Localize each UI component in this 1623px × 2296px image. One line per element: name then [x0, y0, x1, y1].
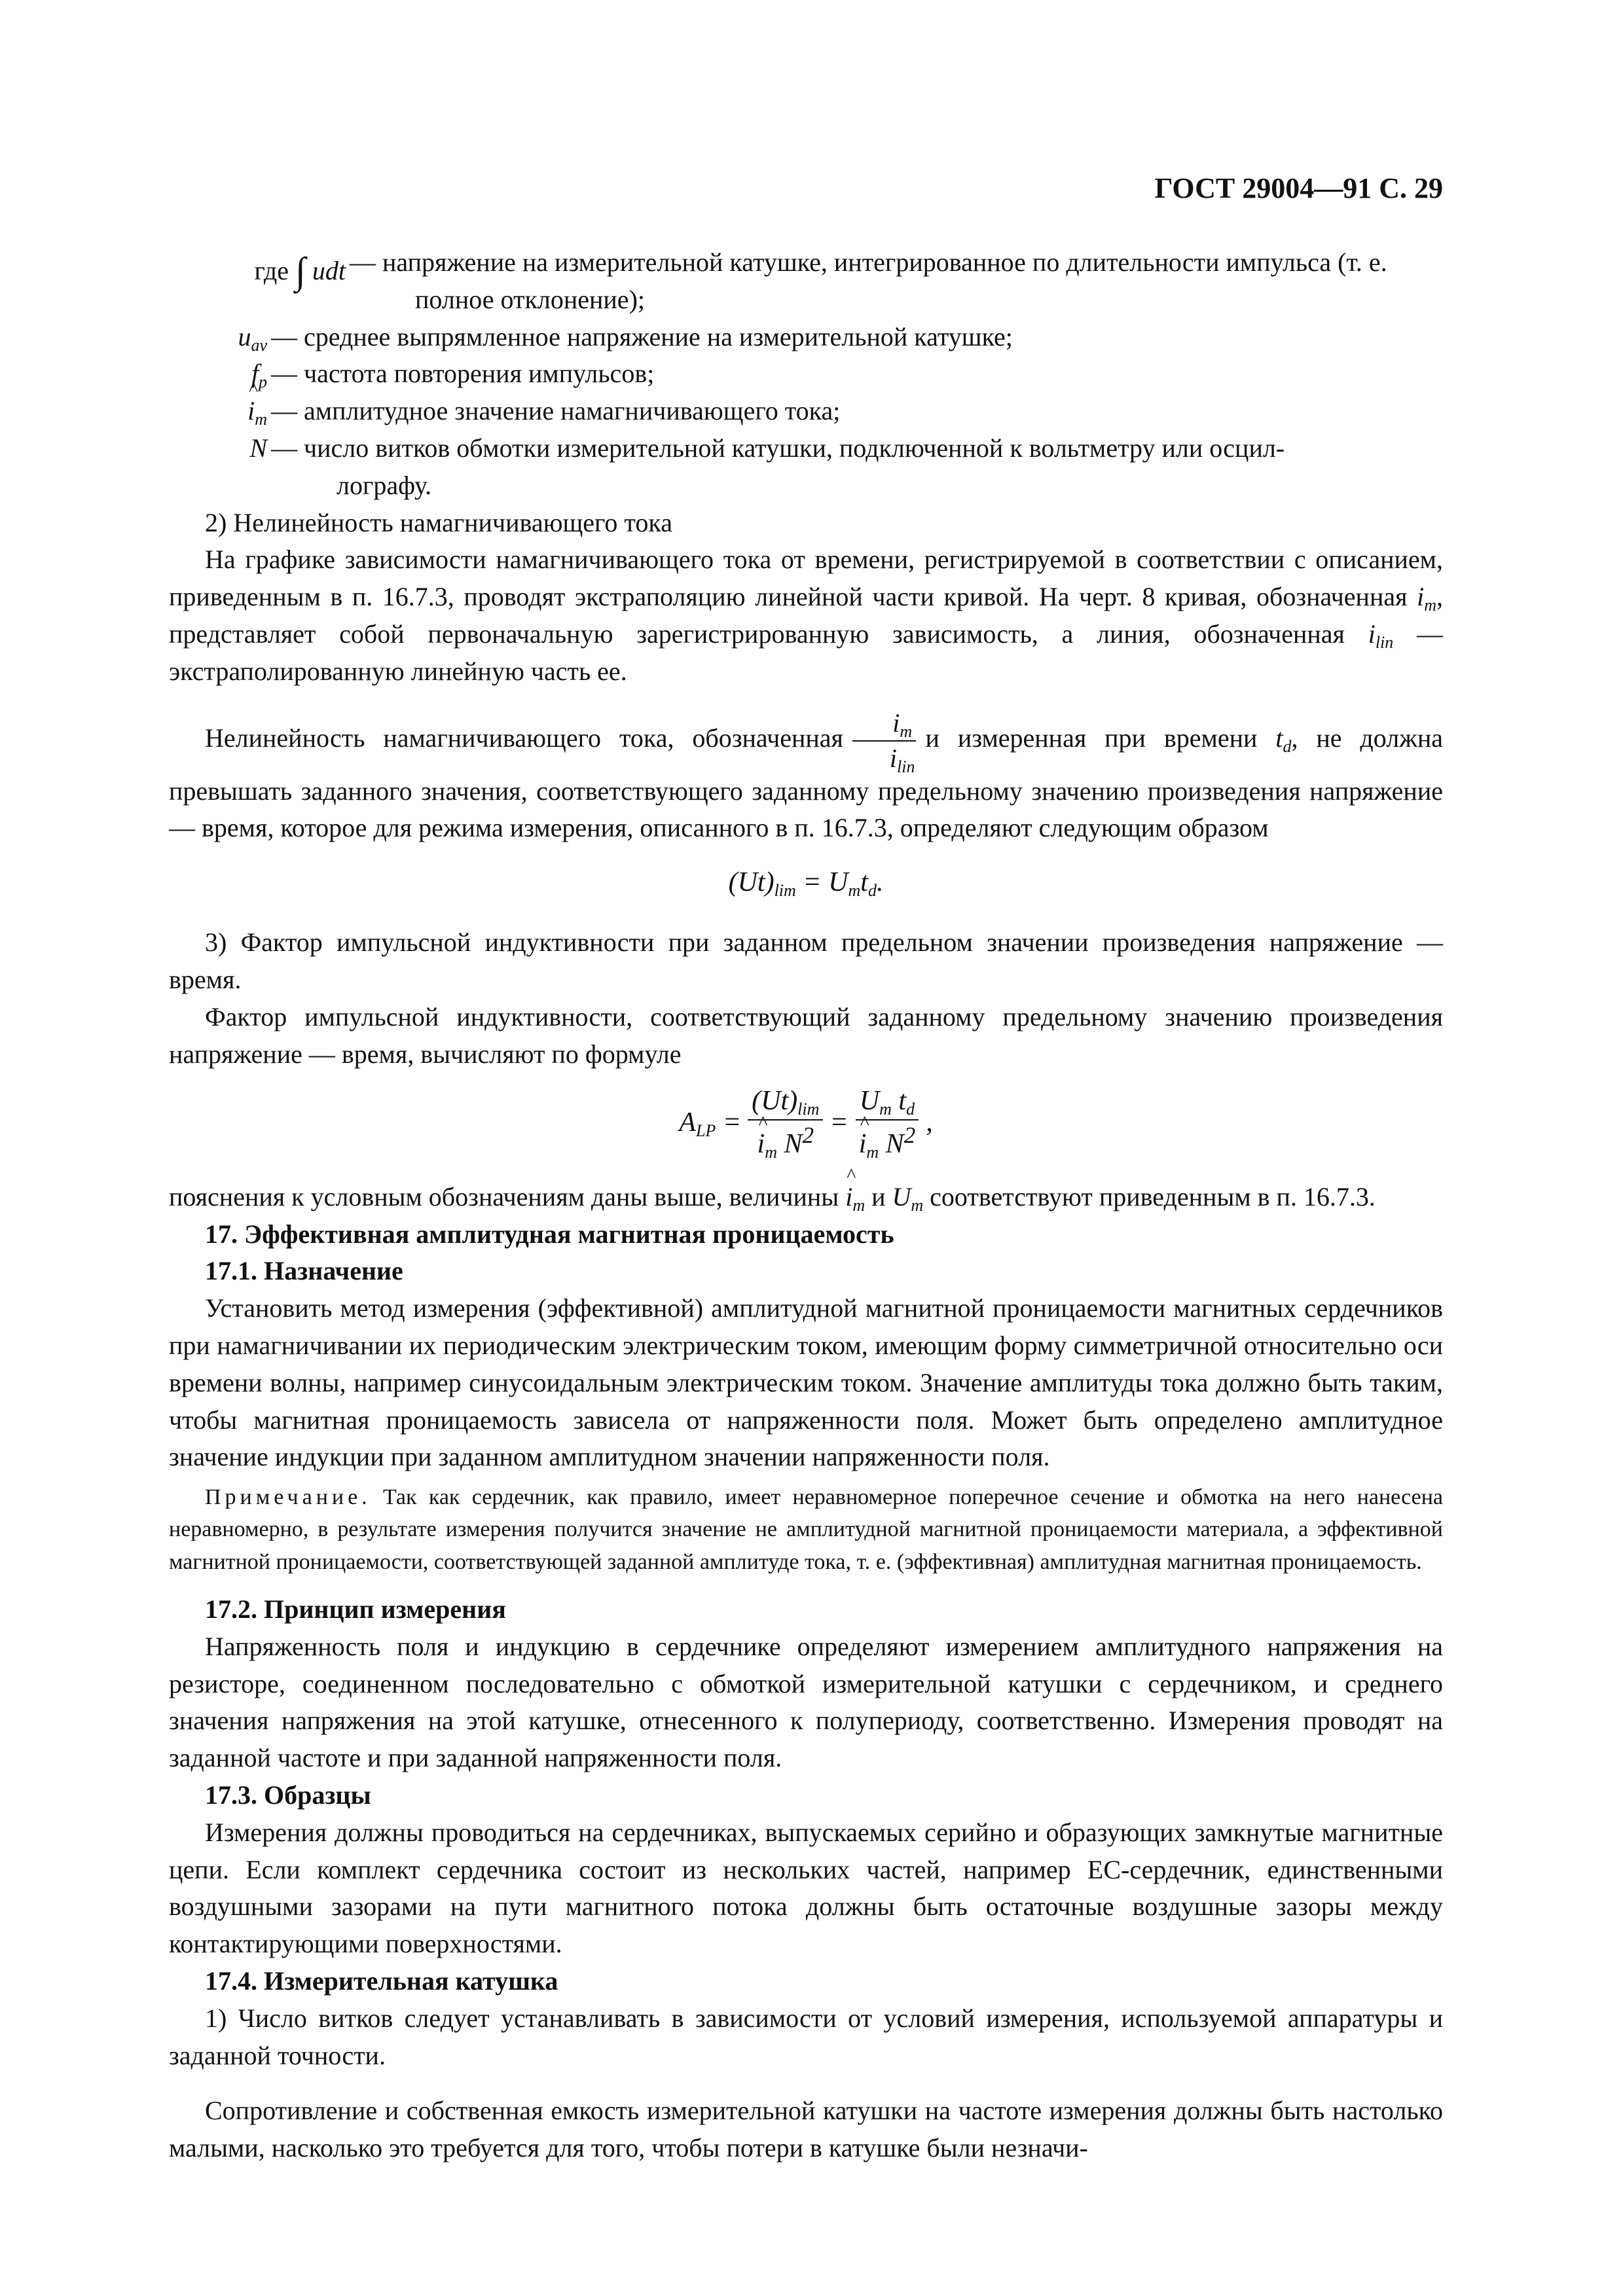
formula-alp: $A_{LP}$ = $(Ut)_{lim}$ ^ $i_m$ $N^2$ = $U_m$ $t_d$ ^ $i_m$ $N^2$ , — [169, 1086, 1443, 1158]
note-label: Примечание. — [205, 1485, 371, 1510]
definition-symbol: ^ i — [247, 393, 255, 430]
definition-symbol: N — [249, 433, 267, 463]
note-text: Так как сердечник, как правило, имеет неравномерное поперечное сечение и обмотка на него нанесена неравномерно, в результате измерения получится значение не амплитудной магнитной проницаемости материала, а эффективной магнитной проницаемости, соответствующей заданной амплитуде тока, т. е. (эффективная) амплитудная магнитная проницаемость. — [169, 1485, 1444, 1574]
fraction-im-ilin: $\frac{i_m}{i_{lin}}$ — [850, 709, 919, 773]
definition-text: — частота повторения импульсов; — [271, 359, 655, 389]
definition-subscript: m — [255, 410, 267, 429]
paragraph-explanations: пояснения к условным обозначениям даны выше, величины ^ $i_m$ и $U_m$ соответствуют приведенным в п. 16.7.3. — [169, 1179, 1443, 1216]
section-17-heading: 17. Эффективная амплитудная магнитная проницаемость — [205, 1219, 894, 1249]
item-3-title: 3) Фактор импульсной индуктивности при заданном предельном значении произведения напряжение — время. — [169, 927, 1443, 994]
section-17-2-text: Напряженность поля и индукцию в сердечнике определяют измерением амплитудного напряжения на резисторе, соединенном последовательно с обмоткой измерительной катушки с сердечником, и среднего значения напряжения на этой катушке, отнесенного к полупериоду, соответственно. Измерения проводят на заданной частоте и при заданной напряженности поля. — [169, 1631, 1443, 1773]
section-17-2-heading: 17.2. Принцип измерения — [205, 1594, 506, 1624]
definition-symbol: u — [238, 321, 251, 351]
definition-symbol: f — [251, 359, 259, 389]
definition-n — [169, 430, 1443, 505]
note — [169, 1481, 1443, 1578]
definition-fp — [169, 355, 1443, 393]
symbol-definitions — [169, 244, 1443, 505]
section-17-3-heading: 17.3. Образцы — [205, 1780, 371, 1810]
definition-subscript: av — [251, 335, 267, 355]
definition-text: — среднее выпрямленное напряжение на измерительной катушке; — [271, 321, 1013, 351]
definition-im — [169, 393, 1443, 430]
definition-symbol: где ∫ udt — [254, 249, 346, 292]
section-17-4-item-1: 1) Число витков следует устанавливать в зависимости от условий измерения, используемой аппаратуры и заданной точности. — [169, 2003, 1443, 2070]
definition-text: — амплитудное значение намагничивающего тока; — [271, 396, 841, 426]
definition-text: — напряжение на измерительной катушке, интегрированное по длительности импульса (т. е. — [350, 247, 1387, 277]
definition-subscript: p — [259, 372, 267, 392]
definition-integral — [169, 244, 1443, 319]
definition-text-cont: лографу. — [337, 470, 432, 500]
paragraph-nonlinearity-limit: Нелинейность намагничивающего тока, обозначенная $\frac{i_m}{i_{lin}}$ и измеренная при времени $t_d$, не должна превышать заданного значения, соответствующего заданному предельному значению произведения напряжение — время, которое для режима измерения, описанного в п. 16.7.3, определяют следующим образом — [169, 708, 1443, 843]
section-17-4-paragraph: Сопротивление и собственная емкость измерительной катушки на частоте измерения должны быть настолько малыми, насколько это требуется для того, чтобы потери в катушке были незначи- — [169, 2096, 1443, 2163]
section-17-1-text: Установить метод измерения (эффективной) амплитудной магнитной проницаемости магнитных сердечников при намагничивании их периодическим электрическим током, имеющим форму симметричной относительно оси времени волны, например синусоидальным электрическим током. Значение амплитуды тока должно быть таким, чтобы магнитная проницаемость зависела от напряженности поля. Может быть определено амплитудное значение индукции при заданном амплитудном значении напряженности поля. — [169, 1293, 1443, 1472]
page-header: ГОСТ 29004—91 С. 29 — [1154, 172, 1443, 204]
paragraph-nonlinearity: На графике зависимости намагничивающего тока от времени, регистрируемой в соответствии с описанием, приведенным в п. 16.7.3, проводят экстраполяцию линейной части кривой. На черт. 8 кривая, обозначенная $i_m$, представляет собой первоначальную зарегистрированную зависимость, а линия, обозначенная $i_{lin}$ — экстраполированную линейную часть ее. — [169, 545, 1444, 686]
section-17-1-heading: 17.1. Назначение — [205, 1256, 403, 1286]
section-17-4-heading: 17.4. Измерительная катушка — [205, 1965, 558, 1996]
formula-ut-lim: $(Ut)_{lim} = U_mt_d$. — [728, 867, 884, 901]
definition-uav — [169, 319, 1443, 356]
paragraph-inductance-factor: Фактор импульсной индуктивности, соответствующий заданному предельному значению произведения напряжение — время, вычисляют по формуле — [169, 1001, 1443, 1069]
section-17-3-text: Измерения должны проводиться на сердечниках, выпускаемых серийно и образующих замкнутые магнитные цепи. Если комплект сердечника состоит из нескольких частей, например ЕС-сердечник, единственными воздушными зазорами на пути магнитного потока должны быть остаточные воздушные зазоры между контактирующими поверхностями. — [169, 1817, 1443, 1959]
item-2-title: 2) Нелинейность намагничивающего тока — [205, 507, 672, 537]
definition-text-cont: полное отклонение); — [415, 284, 645, 314]
definition-text: — число витков обмотки измерительной катушки, подключенной к вольтметру или осцил- — [271, 433, 1285, 463]
